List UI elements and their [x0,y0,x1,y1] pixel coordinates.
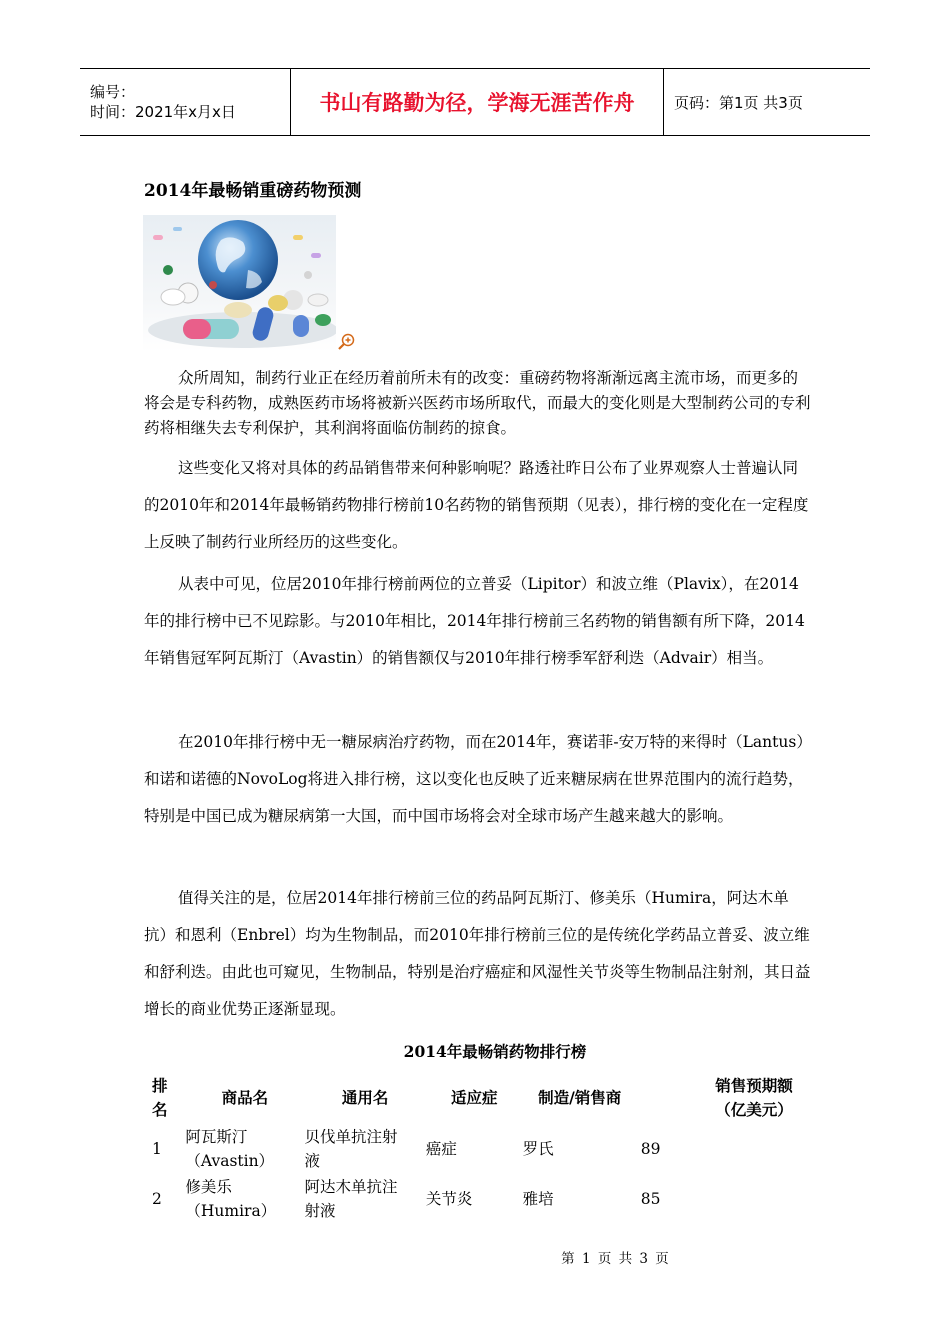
col-generic-header: 通用名 [341,1088,389,1107]
header-page-label: 页码：第1页 共3页 [664,69,871,136]
table-title: 2014年最畅销药物排行榜 [403,1042,587,1061]
page-footer: 第 1 页 共 3 页 [561,1251,669,1267]
table-row [144,1124,824,1174]
header-motto: 书山有路勤为径，学海无涯苦作舟 [291,69,664,136]
cell-generic: 阿达木单抗注射液 [304,1178,398,1220]
article-paragraph-5: 值得关注的是，位居2014年排行榜前三位的药品阿瓦斯汀、修美乐（Humira，阿达木单抗）和恩利（Enbrel）均为生物制品，而2010年排行榜前三位的是传统化学药品立普妥、波立维和舒利迭。由此也可窥见，生物制品，特别是治疗癌症和风湿性关节炎等生物制品注射剂，其日益增长的商业优势正逐渐显现。 [144,889,811,1018]
table-header-row [144,1072,824,1124]
article-paragraph-1: 众所周知，制药行业正在经历着前所未有的改变：重磅药物将渐渐远离主流市场，而更多的将会是专科药物，成熟医药市场将被新兴医药市场所取代，而最大的变化则是大型制药公司的专利药将相继失去专利保护，其利润将面临仿制药的掠食。 [144,369,811,437]
globe-pills-image [143,215,336,352]
article-paragraph-3: 从表中可见，位居2010年排行榜前两位的立普妥（Lipitor）和波立维（Plavix），在2014年的排行榜中已不见踪影。与2010年相比，2014年排行榜前三名药物的销售额有所下降，2014年销售冠军阿瓦斯汀（Avastin）的销售额仅与2010年排行榜季军舒利迭（Advair）相当。 [144,575,805,667]
col-rank-header: 排名 [152,1076,168,1119]
globe-pills-illustration [143,215,336,352]
table-row [144,1174,824,1224]
col-brand-header: 商品名 [221,1088,269,1107]
cell-generic: 贝伐单抗注射液 [304,1128,398,1170]
cell-indication: 癌症 [425,1140,457,1158]
cell-rank: 1 [152,1140,162,1158]
article-paragraph-2: 这些变化又将对具体的药品销售带来何种影响呢？路透社昨日公布了业界观察人士普遍认同的2010年和2014年最畅销药物排行榜前10名药物的销售预期（见表），排行榜的变化在一定程度上反映了制药行业所经历的这些变化。 [144,459,809,551]
time-label: 时间：2021年x月x日 [90,103,236,121]
cell-sales: 85 [640,1190,661,1208]
article-paragraph-4: 在2010年排行榜中无一糖尿病治疗药物，而在2014年，赛诺菲-安万特的来得时（Lantus）和诺和诺德的NovoLog将进入排行榜，这以变化也反映了近来糖尿病在世界范围内的流行趋势，特别是中国已成为糖尿病第一大国，而中国市场将会对全球市场产生越来越大的影响。 [144,733,812,825]
col-sales-header: 销售预期额（亿美元） [715,1076,793,1119]
zoom-in-icon[interactable] [336,332,356,352]
number-label: 编号： [90,83,136,101]
col-maker-header: 制造/销售商 [538,1088,622,1107]
cell-indication: 关节炎 [425,1190,473,1208]
cell-sales: 89 [640,1140,661,1158]
cell-rank: 2 [152,1190,162,1208]
document-header [80,68,870,136]
cell-maker: 罗氏 [522,1140,554,1158]
article-title: 2014年最畅销重磅药物预测 [144,181,362,201]
drug-ranking-table [144,1072,824,1224]
header-meta [80,69,291,136]
cell-brand: 阿瓦斯汀（Avastin） [185,1128,275,1170]
cell-maker: 雅培 [522,1190,554,1208]
cell-brand: 修美乐（Humira） [185,1178,277,1220]
col-indication-header: 适应症 [450,1088,498,1107]
